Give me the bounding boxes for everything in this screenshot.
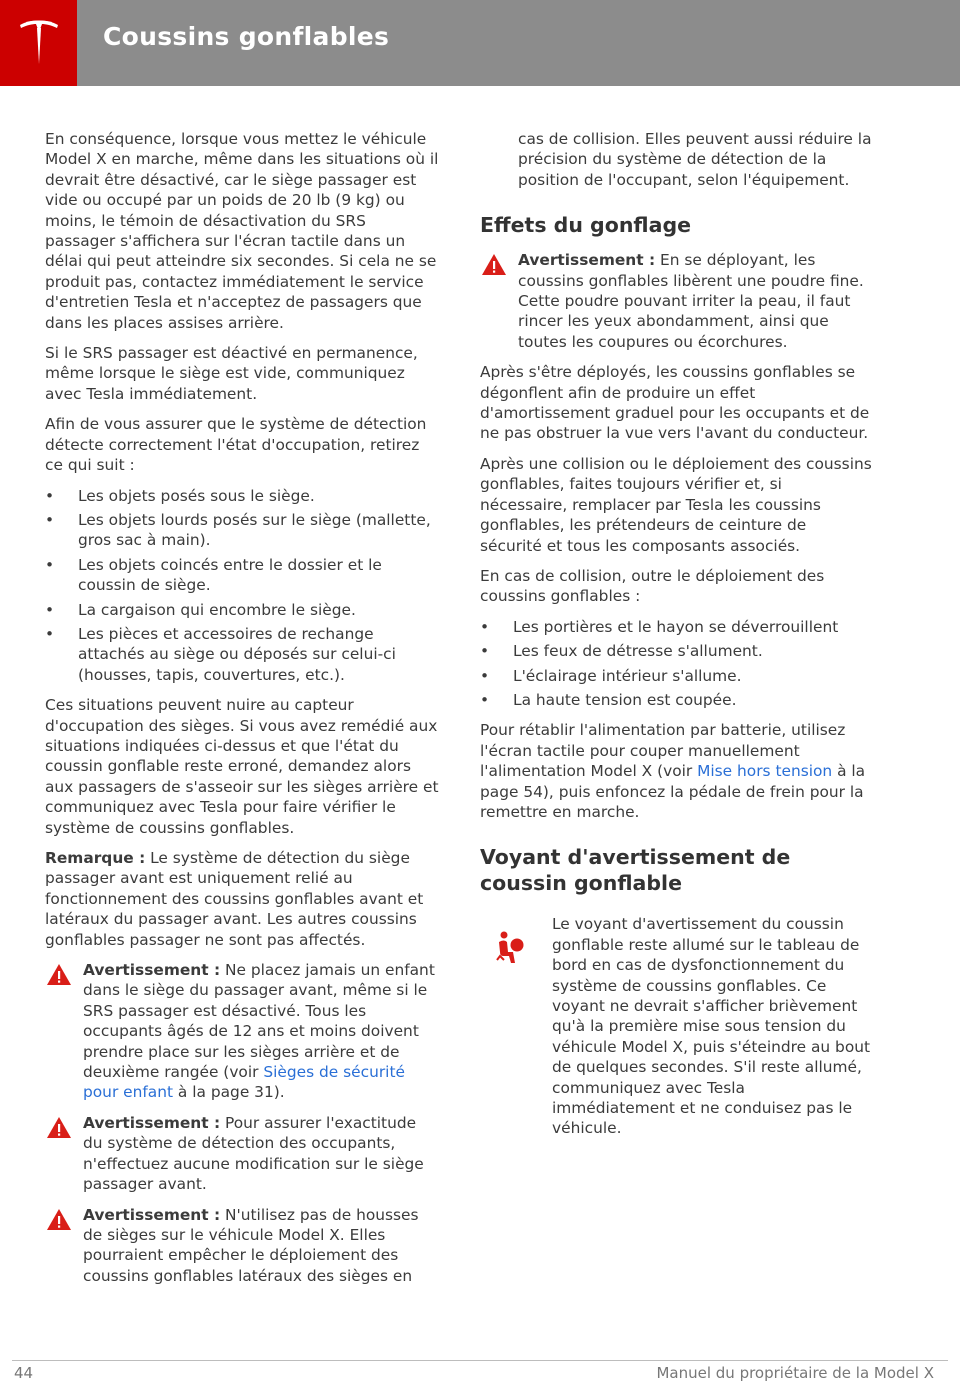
list-item [480, 617, 872, 637]
list-item [480, 690, 872, 710]
note-text: Le système de détection du siège passager avant est uniquement relié au fonctionnement des coussins gonflables avant et latéraux du passager avant. Les autres coussins gonflables passager ne sont pas affectés. [45, 849, 424, 949]
child-seats-link[interactable]: Sièges de sécurité pour enfant [83, 1063, 405, 1102]
paragraph: En conséquence, lorsque vous mettez le véhicule Model X en marche, même dans les situations où il devrait être désactivé, car le siège passager est vide ou occupé par un poids de 20 lb (9 kg) ou moins, le témoin de désactivation du SRS passager s'affichera sur l'écran tactile dans un délai qui peut atteindre six secondes. Si cela ne se produit pas, contactez immédiatement le service d'entretien Tesla et n'acceptez de passagers que dans les places assises arrière. [45, 130, 439, 332]
warning-triangle-icon [481, 253, 507, 276]
paragraph: Le voyant d'avertissement du coussin gonflable reste allumé sur le tableau de bord en cas de dysfonctionnement du système de coussins gonflables. Ce voyant ne devrait s'afficher brièvement qu'à la première mise sous tension du véhicule Model X, puis s'éteindre au bout de quelques secondes. S'il reste allumé, communiquez avec Tesla immédiatement et ne conduisez pas le véhicule. [552, 915, 871, 1138]
warning-triangle-icon [46, 1116, 72, 1139]
bullet-list [480, 617, 872, 711]
list-item-text: Les objets coincés entre le dossier et le coussin de siège. [78, 555, 382, 595]
manual-title: Manuel du propriétaire de la Model X [656, 1364, 934, 1382]
list-item-text: Les objets lourds posés sur le siège (mallette, gros sac à main). [78, 510, 431, 550]
note [45, 848, 440, 950]
warning-text: En se déployant, les coussins gonflables libèrent une poudre fine. Cette poudre pouvant irriter la peau, il faut rincer les yeux abondamment, ainsi que toutes les coupures ou écorchures. [518, 251, 864, 351]
list-item-text: La cargaison qui encombre le siège. [78, 600, 356, 619]
list-item-text: Les portières et le hayon se déverrouillent [513, 617, 839, 636]
warning-label: Avertissement : [83, 1205, 221, 1224]
paragraph-text: à la page 54), puis enfoncez la pédale de frein pour la remettre en marche. [480, 762, 866, 821]
bullet: • [45, 555, 55, 574]
warning-triangle-icon [46, 1208, 72, 1231]
paragraph: Après une collision ou le déploiement des coussins gonflables, faites toujours vérifier et, si nécessaire, remplacer par Tesla les coussins gonflables, les prétendeurs de ceinture de sécurité et tous les composants associés. [480, 454, 872, 555]
list-item [45, 600, 440, 620]
list-item-text: L'éclairage intérieur s'allume. [513, 666, 742, 685]
warning-text: N'utilisez pas de housses de sièges sur le véhicule Model X. Elles pourraient empêcher le déploiement des coussins gonflables latéraux des sièges en [83, 1205, 419, 1285]
warning-label: Avertissement : [518, 251, 656, 270]
bullet: • [45, 600, 55, 619]
bullet: • [480, 642, 490, 661]
list-item-text: Les pièces et accessoires de rechange attachés au siège ou déposés sur celui-ci (housses, tapis, couvertures, etc.). [78, 624, 396, 684]
warning-block [480, 250, 872, 352]
list-item [45, 486, 440, 506]
page-title: Coussins gonflables [103, 22, 390, 51]
bullet: • [480, 666, 490, 685]
paragraph: Si le SRS passager est déactivé en permanence, même lorsque le siège est vide, communiquez avec Tesla immédiatement. [45, 344, 418, 403]
list-item [480, 641, 872, 661]
warning-text: à la page 31). [173, 1083, 285, 1102]
page-number: 44 [14, 1364, 34, 1382]
list-item-text: Les feux de détresse s'allument. [513, 642, 763, 661]
tesla-logo-icon [18, 18, 60, 68]
warning-text: Ne placez jamais un enfant dans le siège du passager avant, même si le SRS passager est désactivé. Tous les occupants âgés de 12 ans et moins doivent prendre place sur les sièges arrière et de deuxième rangée (voir [83, 961, 435, 1082]
bullet: • [45, 510, 55, 529]
note-label: Remarque : [45, 849, 146, 867]
bullet: • [45, 624, 55, 643]
paragraph [480, 720, 872, 822]
bullet: • [480, 617, 490, 636]
right-column [480, 129, 872, 1149]
warning-label: Avertissement : [83, 1113, 221, 1132]
airbag-warning-icon [496, 930, 526, 966]
warning-text: Pour assurer l'exactitude du système de détection des occupants, n'effectuez aucune modification sur le siège passager avant. [83, 1113, 424, 1194]
warning-block [45, 1113, 440, 1195]
logo-box [0, 0, 77, 86]
warning-triangle-icon [46, 963, 72, 986]
warning-block [45, 960, 440, 1103]
paragraph: En cas de collision, outre le déploiement des coussins gonflables : [480, 566, 825, 606]
bullet-list [45, 486, 440, 686]
list-item-text: La haute tension est coupée. [513, 690, 737, 709]
list-item [480, 666, 872, 686]
section-heading: Effets du gonflage [480, 213, 692, 238]
list-item [45, 555, 440, 596]
footer-divider [12, 1360, 948, 1361]
paragraph: cas de collision. Elles peuvent aussi réduire la précision du système de détection de la position de l'occupant, selon l'équipement. [518, 130, 872, 189]
paragraph: Après s'être déployés, les coussins gonflables se dégonflent afin de produire un effet d'amortissement graduel pour les occupants et de ne pas obstruer la vue vers l'avant du conducteur. [480, 363, 870, 443]
bullet: • [480, 690, 490, 709]
paragraph-text: Pour rétablir l'alimentation par batterie, utilisez l'écran tactile pour couper manuellement l'alimentation Model X (voir [480, 721, 846, 781]
paragraph: Ces situations peuvent nuire au capteur d'occupation des sièges. Si vous avez remédié aux situations indiquées ci-dessus et que l'état du coussin gonflable reste erroné, demandez alors aux passagers de s'asseoir sur les sièges arrière et communiquez avec Tesla pour faire vérifier le système de coussins gonflables. [45, 696, 439, 837]
section-heading: Voyant d'avertissement de coussin gonflable [480, 845, 791, 896]
airbag-lamp-block [480, 914, 872, 1138]
list-item [45, 624, 440, 685]
list-item-text: Les objets posés sous le siège. [78, 486, 315, 505]
paragraph: Afin de vous assurer que le système de détection détecte correctement l'état d'occupation, retirez ce qui suit : [45, 415, 427, 475]
warning-block [45, 1205, 440, 1287]
continued-warning [480, 129, 872, 190]
list-item [45, 510, 440, 551]
page-header [0, 0, 960, 86]
warning-label: Avertissement : [83, 961, 221, 980]
bullet: • [45, 486, 55, 505]
left-column [45, 129, 440, 1296]
power-off-link[interactable]: Mise hors tension [697, 762, 833, 781]
